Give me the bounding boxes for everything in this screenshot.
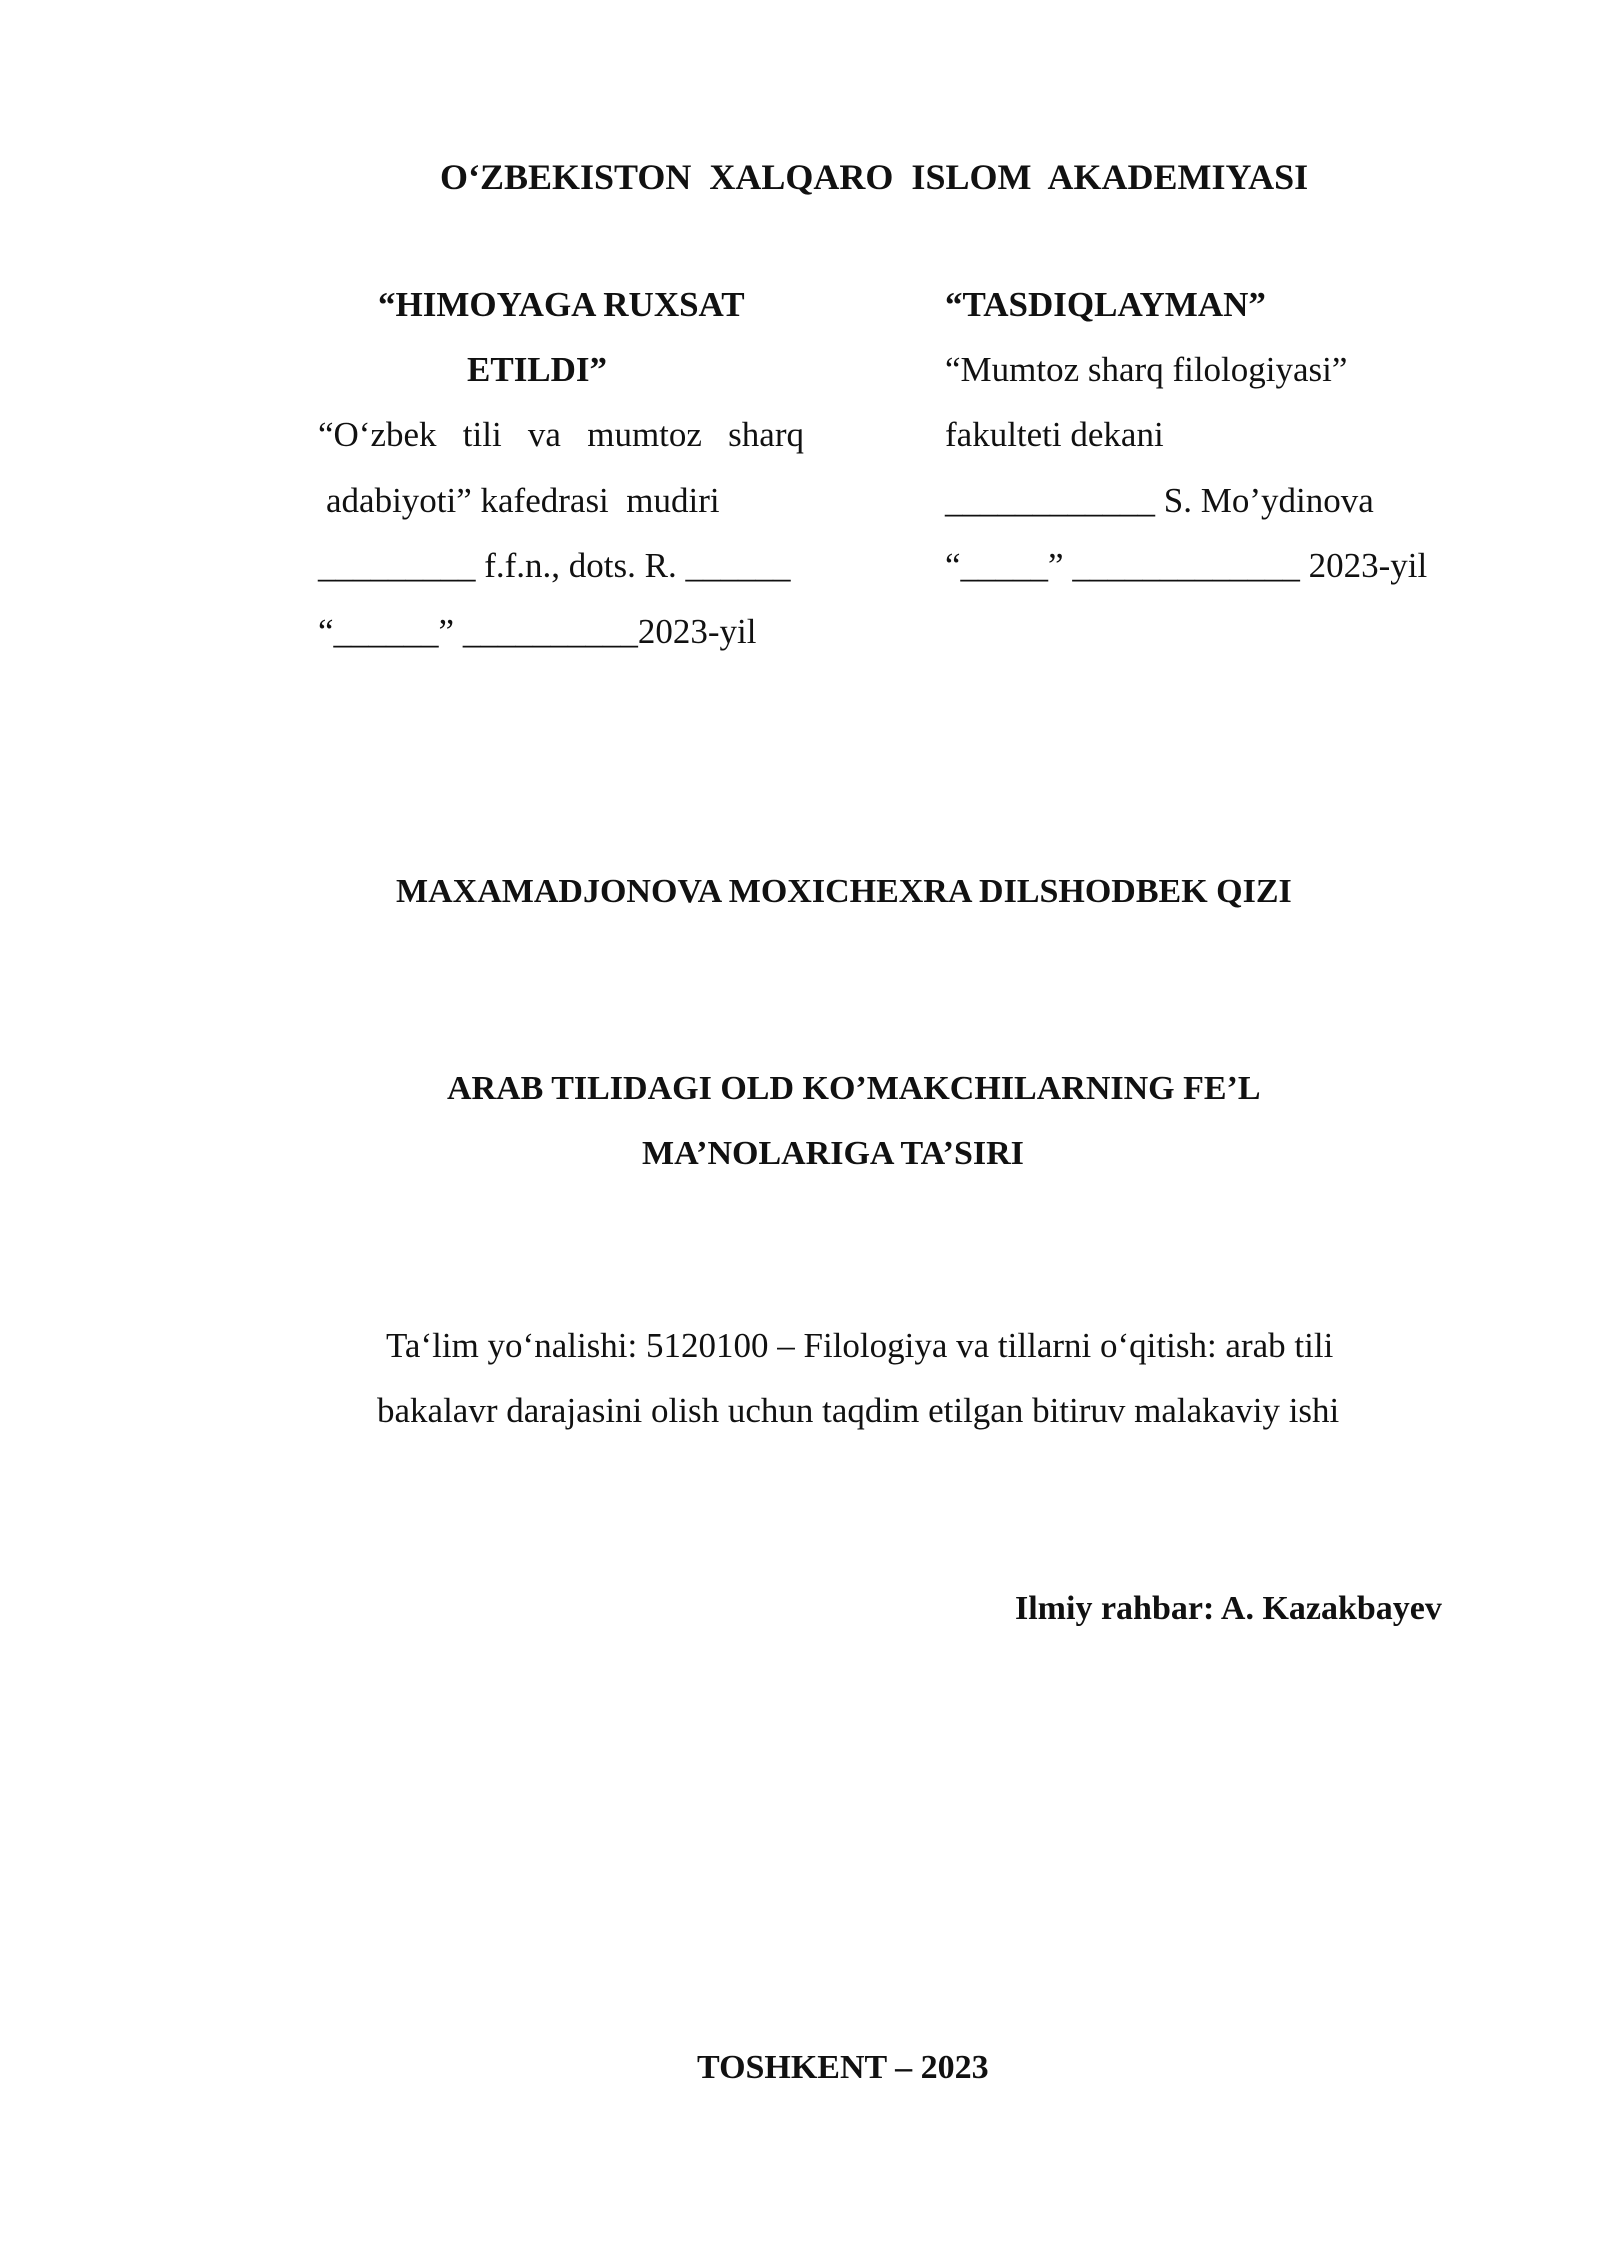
right-signature-line: ____________ S. Mo’ydinova (945, 481, 1374, 520)
institution-heading: O‘ZBEKISTON XALQARO ISLOM AKADEMIYASI (440, 157, 1309, 197)
education-direction-line2: bakalavr darajasini olish uchun taqdim etilgan bitiruv malakaviy ishi (377, 1391, 1340, 1430)
left-department-line2: adabiyoti” kafedrasi mudiri (326, 481, 720, 520)
right-date-line: “_____” _____________ 2023-yil (945, 546, 1428, 585)
supervisor-line: Ilmiy rahbar: A. Kazakbayev (1015, 1590, 1442, 1627)
left-date-line: “______” __________2023-yil (318, 612, 757, 651)
right-faculty-line2: fakulteti dekani (945, 415, 1164, 454)
thesis-title-line1: ARAB TILIDAGI OLD KO’MAKCHILARNING FE’L (447, 1070, 1261, 1107)
city-year-footer: TOSHKENT – 2023 (697, 2049, 989, 2086)
thesis-title-line2: MA’NOLARIGA TA’SIRI (642, 1135, 1024, 1172)
left-department-line1: “O‘zbek tili va mumtoz sharq (318, 415, 804, 454)
right-approval-title: “TASDIQLAYMAN” (945, 285, 1266, 324)
right-faculty-line1: “Mumtoz sharq filologiyasi” (945, 350, 1348, 389)
education-direction-line1: Ta‘lim yo‘nalishi: 5120100 – Filologiya va tillarni o‘qitish: arab tili (386, 1326, 1334, 1365)
left-approval-title-line2: ETILDI” (467, 350, 608, 389)
left-approval-title-line1: “HIMOYAGA RUXSAT (378, 285, 745, 324)
student-name: MAXAMADJONOVA MOXICHEXRA DILSHODBEK QIZI (396, 873, 1292, 910)
left-signature-line: _________ f.f.n., dots. R. ______ (318, 546, 791, 585)
